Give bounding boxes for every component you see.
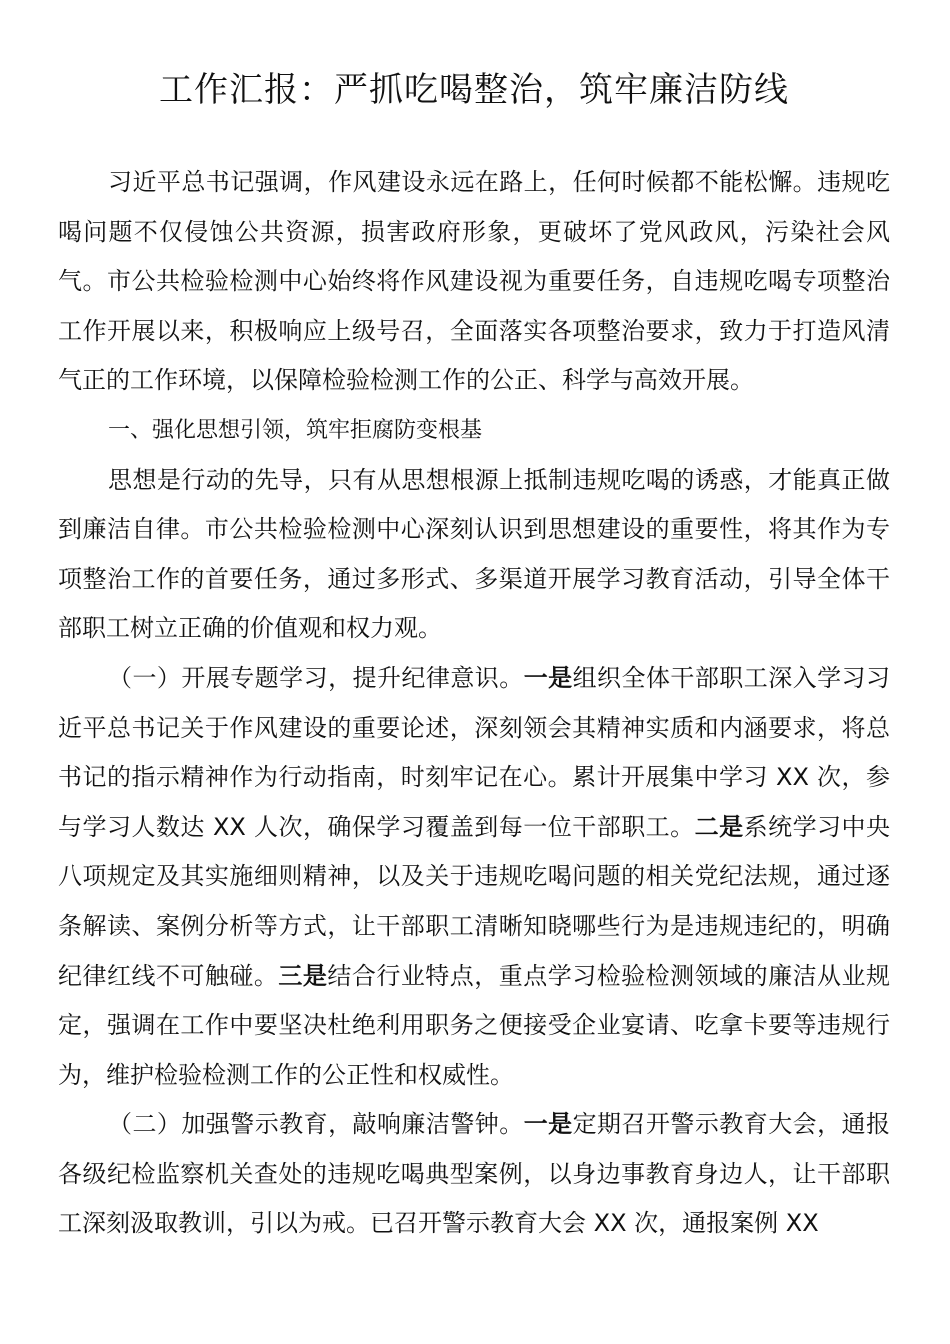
subsection-1-point-3-marker: 三是 [278,961,328,990]
subsection-1-lead: （一）开展专题学习，提升纪律意识。 [108,663,524,692]
intro-paragraph: 习近平总书记强调，作风建设永远在路上，任何时候都不能松懈。违规吃喝问题不仅侵蚀公共资源，损害政府形象，更破坏了党风政风，污染社会风气。市公共检验检测中心始终将作风建设视为重要任务，自违规吃喝专项整治工作开展以来，积极响应上级号召，全面落实各项整治要求，致力于打造风清气正的工作环境，以保障检验检测工作的公正、科学与高效开展。 [58,168,890,395]
subsection-1-point-2-marker: 二是 [694,812,744,841]
section-1-paragraph: 思想是行动的先导，只有从思想根源上抵制违规吃喝的诱惑，才能真正做到廉洁自律。市公共检验检测中心深刻认识到思想建设的重要性，将其作为专项整治工作的首要任务，通过多形式、多渠道开展学习教育活动，引导全体干部职工树立正确的价值观和权力观。 [58,465,890,643]
subsection-2-paragraph [58,1100,890,1249]
subsection-2-lead: （二）加强警示教育，敲响廉洁警钟。 [108,1110,524,1139]
subsection-2-point-1-text: 定期召开警示教育大会，通报各级纪检监察机关查处的违规吃喝典型案例，以身边事教育身边人，让干部职工深刻汲取教训，引以为戒。已召开警示教育大会 XX 次，通报案例 XX [58,1110,891,1238]
subsection-1-paragraph [58,654,890,1100]
subsection-1-point-3-text: 结合行业特点，重点学习检验检测领域的廉洁从业规定，强调在工作中要坚决杜绝利用职务之便接受企业宴请、吃拿卡要等违规行为，维护检验检测工作的公正性和权威性。 [58,961,891,1089]
section-1-heading: 一、强化思想引领，筑牢拒腐防变根基 [108,417,483,443]
subsection-1-point-1-text: 组织全体干部职工深入学习习近平总书记关于作风建设的重要论述，深刻领会其精神实质和内涵要求，将总书记的指示精神作为行动指南，时刻牢记在心。累计开展集中学习 XX 次，参与学习人数达 XX 人次，确保学习覆盖到每一位干部职工。 [58,663,891,841]
document-body [58,158,890,1249]
subsection-1-point-1-marker: 一是 [523,663,573,692]
subsection-1-point-2-text: 系统学习中央八项规定及其实施细则精神，以及关于违规吃喝问题的相关党纪法规，通过逐条解读、案例分析等方式，让干部职工清晰知晓哪些行为是违规违纪的，明确纪律红线不可触碰。 [58,812,891,990]
subsection-2-point-1-marker: 一是 [523,1110,573,1139]
document-title: 工作汇报：严抓吃喝整治，筑牢廉洁防线 [159,70,789,110]
